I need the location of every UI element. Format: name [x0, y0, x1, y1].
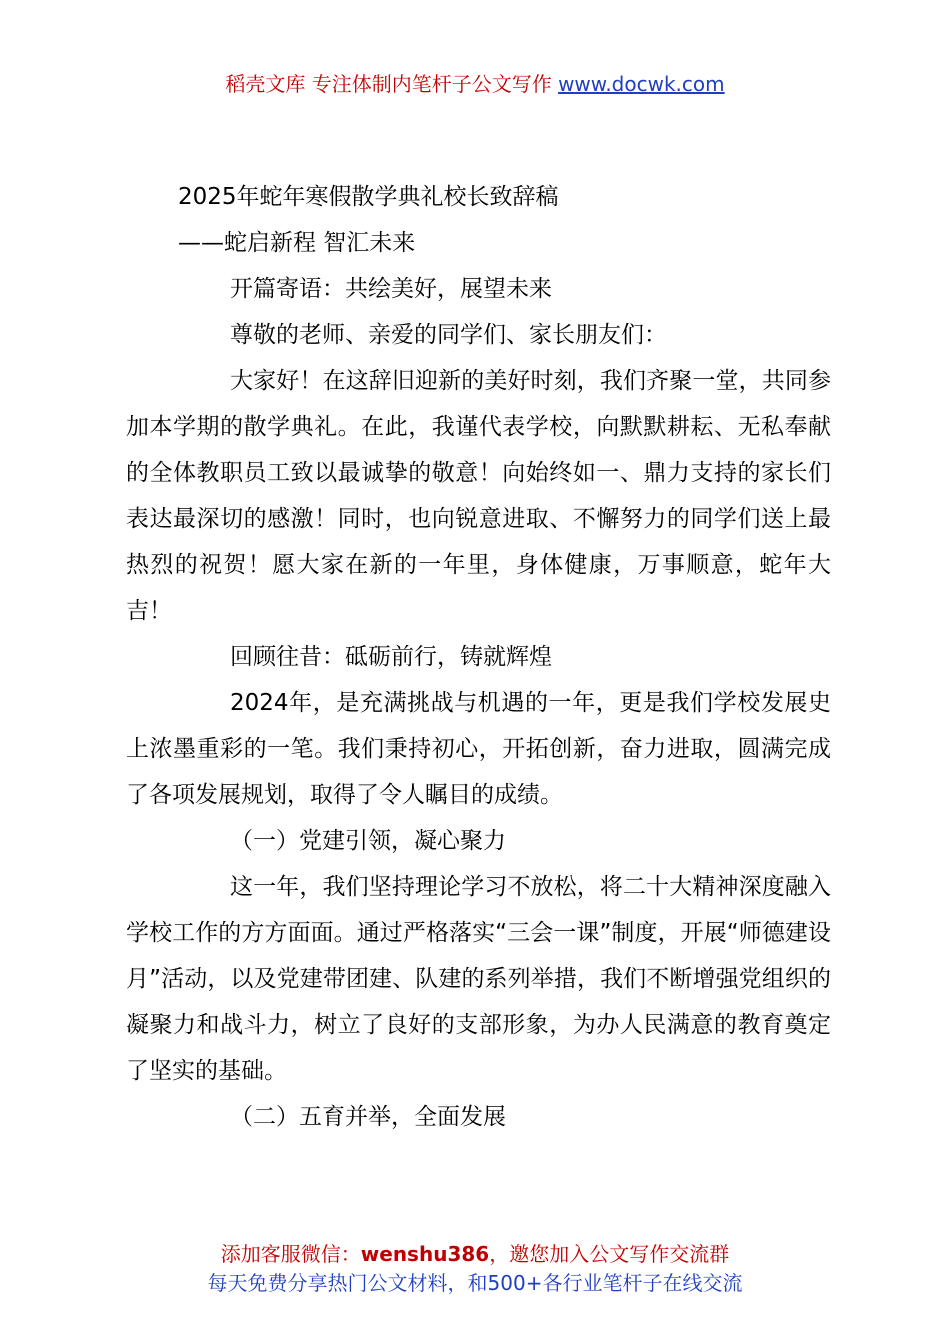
- header-slogan: 稻壳文库 专注体制内笔杆子公文写作: [225, 72, 559, 96]
- section-heading-review: 回顾往昔：砥砺前行，铸就辉煌: [230, 644, 552, 670]
- document-title: 2025年蛇年寒假散学典礼校长致辞稿: [178, 184, 559, 210]
- paragraph-greeting: 大家好！在这辞旧迎新的美好时刻，我们齐聚一堂，共同参加本学期的散学典礼。在此，我谨代表学校，向默默耕耘、无私奉献的全体教职员工致以最诚挚的敬意！向始终如一、鼎力支持的家长们表达最深切的感激！同时，也向锐意进取、不懈努力的同学们送上最热烈的祝贺！愿大家在新的一年里，身体健康，万事顺意，蛇年大吉！: [126, 368, 831, 624]
- document-subtitle: ——蛇启新程 智汇未来: [178, 230, 416, 256]
- header-banner: [0, 70, 950, 98]
- paragraph-2024: 2024年，是充满挑战与机遇的一年，更是我们学校发展史上浓墨重彩的一笔。我们秉持初心，开拓创新，奋力进取，圆满完成了各项发展规划，取得了令人瞩目的成绩。: [126, 690, 831, 808]
- footer-wechat-id: wenshu386: [360, 1242, 490, 1266]
- document-body: [126, 174, 831, 1140]
- footer-banner: [0, 1240, 950, 1298]
- subsection-heading-party: （一）党建引领，凝心聚力: [230, 828, 506, 854]
- footer-promo-line: 每天免费分享热门公文材料，和500+各行业笔杆子在线交流: [207, 1271, 743, 1295]
- footer-wechat-prefix: 添加客服微信：: [220, 1242, 361, 1266]
- subsection-heading-education: （二）五育并举，全面发展: [230, 1104, 506, 1130]
- footer-wechat-suffix: ，邀您加入公文写作交流群: [489, 1242, 730, 1266]
- section-heading-opening: 开篇寄语：共绘美好，展望未来: [230, 276, 552, 302]
- footer-wechat-line: [0, 1240, 950, 1269]
- salutation: 尊敬的老师、亲爱的同学们、家长朋友们：: [230, 322, 667, 348]
- paragraph-party: 这一年，我们坚持理论学习不放松，将二十大精神深度融入学校工作的方方面面。通过严格落实“三会一课”制度，开展“师德建设月”活动，以及党建带团建、队建的系列举措，我们不断增强党组织的凝聚力和战斗力，树立了良好的支部形象，为办人民满意的教育奠定了坚实的基础。: [126, 874, 831, 1084]
- header-site-link[interactable]: www.docwk.com: [558, 72, 725, 96]
